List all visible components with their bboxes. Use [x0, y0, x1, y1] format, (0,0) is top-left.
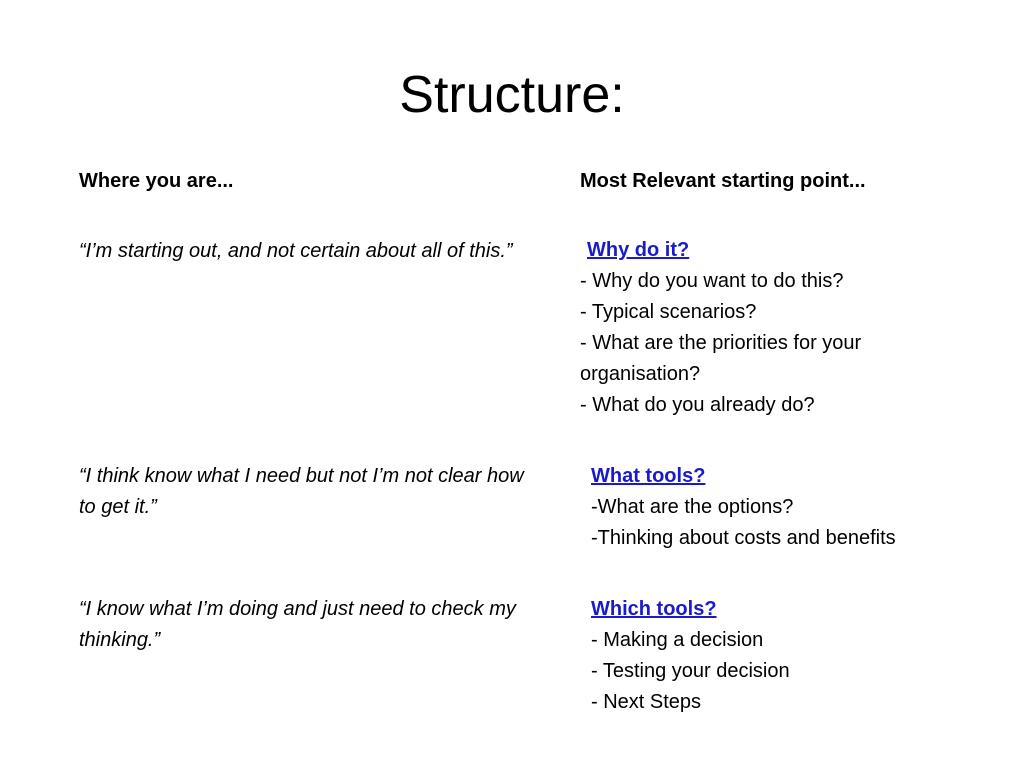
link-which-tools[interactable]: Which tools? — [591, 598, 717, 620]
slide-title: Structure: — [399, 66, 625, 124]
list-item: - Testing your decision — [591, 660, 790, 682]
list-item: -What are the options? — [591, 496, 794, 518]
right-column-header: Most Relevant starting point... — [580, 170, 866, 192]
section-why-do-it — [580, 235, 980, 421]
list-item: - Typical scenarios? — [580, 301, 757, 323]
list-item: -Thinking about costs and benefits — [591, 527, 896, 549]
list-item: - Next Steps — [591, 691, 702, 713]
quote-know-what: “I know what I’m doing and just need to check my thinking.” — [79, 598, 516, 651]
quote-starting-out: “I’m starting out, and not certain about all of this.” — [79, 240, 513, 262]
left-column-header: Where you are... — [79, 170, 234, 192]
list-item: - What are the priorities for your organisation? — [580, 332, 862, 385]
list-item: - Why do you want to do this? — [580, 270, 844, 292]
list-item: - What do you already do? — [580, 394, 815, 416]
quote-think-know: “I think know what I need but not I’m not clear how to get it.” — [79, 465, 524, 518]
link-why-do-it[interactable]: Why do it? — [587, 239, 690, 261]
list-item: - Making a decision — [591, 629, 764, 651]
link-what-tools[interactable]: What tools? — [591, 465, 706, 487]
section-which-tools — [591, 594, 1011, 718]
section-what-tools — [591, 461, 1011, 554]
